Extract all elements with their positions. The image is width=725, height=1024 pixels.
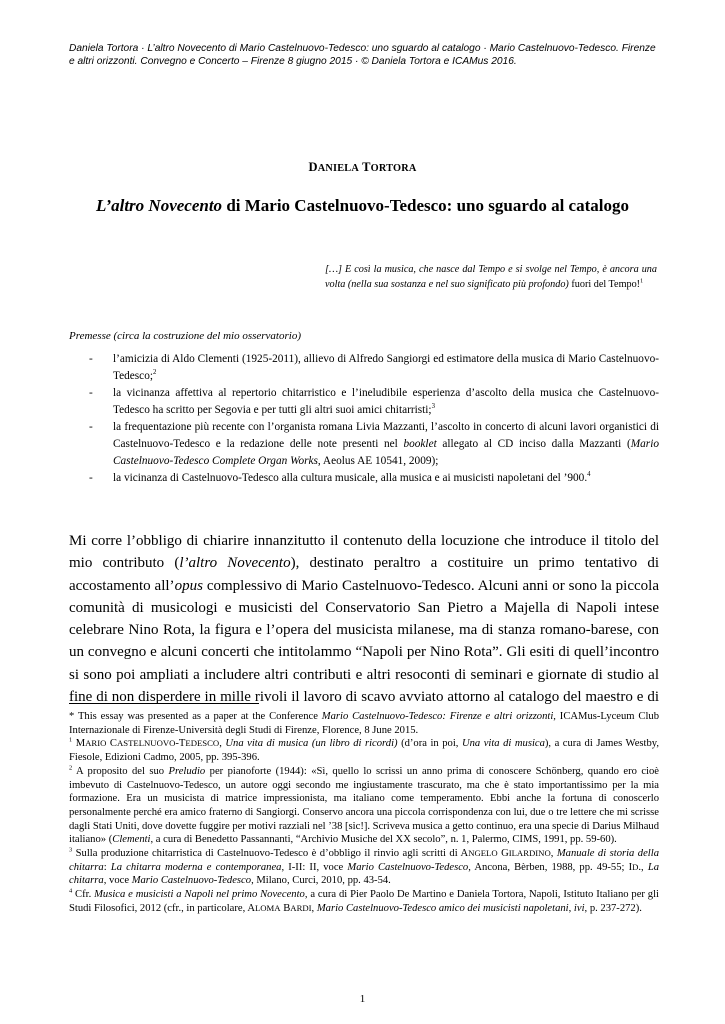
list-item: - la frequentazione più recente con l’organista romana Livia Mazzanti, l’ascolto in concerto di alcuni lavori organistici di Castelnuovo-Tedesco e la redazione delle note presenti nel booklet allegato al CD inciso dalla Mazzanti (Mario Castelnuovo-Tedesco Complete Organ Works, Aeolus AE 10541, 2009); [89,421,659,467]
footnote-ref[interactable]: 2 [153,369,157,377]
footnote-divider [69,703,259,704]
footnotes [69,710,659,916]
footnote-ref[interactable]: 1 [640,278,644,285]
body-paragraph: Mi corre l’obbligo di chiarire innanzitutto il contenuto della locuzione che introduce il titolo del mio contributo (l’altro Novecento), destinato peraltro a costituire un primo tentativo di accostamento all’opus complessivo di Mario Castelnuovo-Tedesco. Alcuni anni or sono la piccola comunità di musicologi e musicisti del Conservatorio San Pietro a Majella di Napoli intese celebrare Nino Rota, la figura e l’opera del musicista milanese, ma di stanza romano-barese, con un convegno e alcuni concerti che intitolammo “Napoli per Nino Rota”. Gli esiti di quell’incontro si sono poi ampliati a includere altri contributi e altri resoconti di seminari e giornate di studio al fine di non disperdere in mille rivoli il lavoro di scavo avviato attorno al catalogo del maestro e di [69,533,659,706]
footnote-star: * This essay was presented as a paper at the Conference Mario Castelnuovo-Tedesco: Firenze e altri orizzonti, ICAMus-Lyceum Club Internazionale di Firenze-Università degli Studi di Firenze, Florence, 8 June 2015. [69,711,659,736]
running-header: Daniela Tortora · L’altro Novecento di Mario Castelnuovo-Tedesco: uno sguardo al catalogo · Mario Castelnuovo-Tedesco. Firenze e altri orizzonti. Convegno e Concerto – Firenze 8 giugno 2015 · © Daniela Tortora e ICAMus 2016. [69,43,656,67]
footnote-ref[interactable]: 4 [587,471,591,479]
paper-title: L’altro Novecento di Mario Castelnuovo-Tedesco: uno sguardo al catalogo [96,196,629,215]
footnote-2: $^2$ A proposito del suo Preludio per pianoforte (1944): «Sì, quello lo scrissi un anno prima di conoscere Schönberg, quando ero cioè imbevuto di Castelnuovo-Tedesco, un autore oggi secondo me ingiustamente trascurato, ma che è stato importantissimo per la mia formazione. Era un musicista di matrice impressionista, ma italiano come temperamento. Ebbi anche la fortuna di conoscerlo personalmente perché era amico fraterno di Sangiorgi. Conservo ancora una piccola corrispondenza con lui, due o tre lettere che mi scrisse dagli Stati Uniti, dove dovette fuggire per motivi razziali nel ’38 [sic!]. Scriveva musica a getto continuo, era una specie di Darius Milhaud italiano» (Clementi, a cura di Benedetto Passannanti, “Archivio Musiche del XX secolo”, n. 1, Palermo, CIMS, 1991, pp. 59-60). [69,764,660,846]
list-item: - la vicinanza di Castelnuovo-Tedesco alla cultura musicale, alla musica e ai musicisti napoletani del ’900.$^4$ [89,471,591,484]
section-heading: Premesse (circa la costruzione del mio osservatorio) [69,330,301,342]
premesse-list [69,351,659,487]
footnote-ref[interactable]: 3 [431,403,435,411]
author-name: DANIELA TORTORA [308,160,417,174]
list-item: - la vicinanza affettiva al repertorio chitarristico e l’ineludibile esperienza d’ascolto della musica che Castelnuovo-Tedesco ha scritto per Segovia e per tutti gli altri suoi amici chitarristi;$^3$ [89,387,659,416]
epigraph: […] E così la musica, che nasce dal Tempo e si svolge nel Tempo, è ancora una volta (nella sua sostanza e nel suo significato più profondo) fuori del Tempo!$^1$ [325,264,657,290]
footnote-1: $^1$ MARIO CASTELNUOVO-TEDESCO, Una vita di musica (un libro di ricordi) (d’ora in poi, Una vita di musica), a cura di James Westby, Fiesole, Edizioni Cadmo, 2005, pp. 395-396. [69,736,660,764]
list-item: - l’amicizia di Aldo Clementi (1925-2011), allievo di Alfredo Sangiorgi ed estimatore della musica di Mario Castelnuovo-Tedesco;$^2$ [89,353,659,382]
footnote-4: $^4$ Cfr. Musica e musicisti a Napoli nel primo Novecento, a cura di Pier Paolo De Martino e Daniela Tortora, Napoli, Istituto Italiano per gli Studi Filosofici, 2012 (cfr., in particolare, ALOMA BARDI, Mario Castelnuovo-Tedesco amico dei musicisti napoletani, ivi, p. 237-272). [69,887,659,914]
footnote-3: $^3$ Sulla produzione chitarristica di Castelnuovo-Tedesco è d’obbligo il rinvio agli scritti di ANGELO GILARDINO, Manuale di storia della chitarra: La chitarra moderna e contemporanea, I-II: II, voce Mario Castelnuovo-Tedesco, Ancona, Bèrben, 1988, pp. 49-55; ID., La chitarra, voce Mario Castelnuovo-Tedesco, Milano, Curci, 2010, pp. 43-54. [69,846,660,887]
page-number: 1 [359,993,366,1005]
